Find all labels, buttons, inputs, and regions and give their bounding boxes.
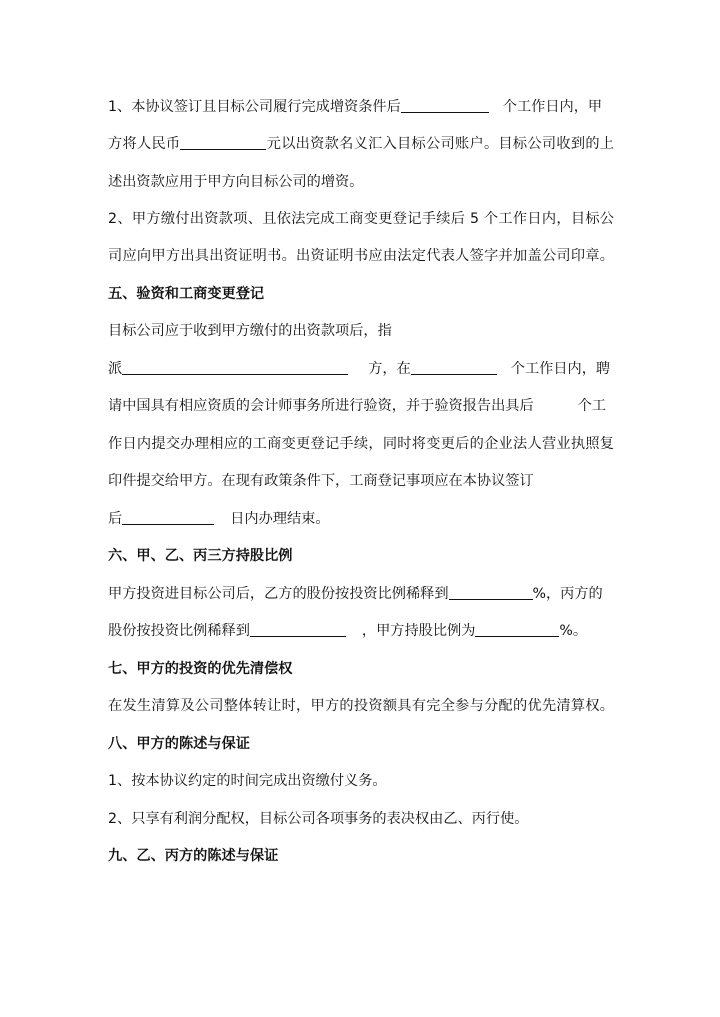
section-5-line-6 — [108, 509, 614, 529]
text: ，甲方持股比例为 — [361, 623, 476, 639]
text: 后 — [108, 511, 123, 527]
text: 个工作日内，甲 — [502, 99, 603, 115]
section-6-line-1 — [108, 584, 614, 604]
text: %。 — [559, 623, 588, 639]
clause-4-2-line-2: 司应向甲方出具出资证明书。出资证明书应由法定代表人签字并加盖公司印章。 — [108, 248, 614, 264]
text: 元以出资款名义汇入目标公司账户。目标公司收到的上 — [266, 136, 614, 152]
section-5-line-4: 作日内提交办理相应的工商变更登记手续，同时将变更后的企业法人营业执照复 — [108, 436, 614, 452]
text: %，丙方的 — [532, 586, 603, 602]
section-5-line-5: 印件提交给甲方。在现有政策条件下，工商登记事项应在本协议签订 — [108, 473, 534, 489]
blank-field — [250, 622, 346, 637]
section-heading-6: 六、甲、乙、丙三方持股比例 — [108, 548, 293, 564]
text: 方，在 — [368, 361, 411, 377]
text: 日内办理结束。 — [230, 511, 330, 527]
clause-4-1-line-1 — [108, 97, 614, 117]
blank-field — [122, 510, 214, 525]
text: 派 — [108, 361, 123, 377]
section-heading-8: 八、甲方的陈述与保证 — [108, 736, 250, 752]
section-7-line-1: 在发生清算及公司整体转让时，甲方的投资额具有完全参与分配的优先清算权。 — [108, 698, 614, 714]
section-8-line-2: 2、只享有利润分配权，目标公司各项事务的表决权由乙、丙行使。 — [108, 811, 529, 827]
section-5-line-3 — [108, 396, 614, 416]
text: 请中国具有相应资质的会计师事务所进行验资，并于验资报告出具后 — [108, 398, 534, 414]
section-5-line-1: 目标公司应于收到甲方缴付的出资款项后，指 — [108, 323, 392, 339]
blank-field — [411, 360, 497, 375]
clause-4-1-line-3: 述出资款应用于甲方向目标公司的增资。 — [108, 174, 364, 190]
clause-4-1-line-2 — [108, 134, 614, 154]
text: 1、本协议签订且目标公司履行完成增资条件后 — [108, 99, 401, 115]
section-8-line-1: 1、按本协议约定的时间完成出资缴付义务。 — [108, 773, 387, 789]
text: 股份按投资比例稀释到 — [108, 623, 250, 639]
section-heading-7: 七、甲方的投资的优先清偿权 — [108, 661, 293, 677]
text: 个工作日内，聘 — [510, 361, 611, 377]
section-5-line-2 — [108, 359, 614, 379]
blank-field — [180, 135, 266, 150]
blank-field — [122, 360, 348, 375]
blank-field — [401, 98, 489, 113]
section-6-line-2 — [108, 621, 614, 641]
text: 方将人民币 — [108, 136, 181, 152]
clause-4-2-line-1: 2、甲方缴付出资款项、且依法完成工商变更登记手续后 5 个工作日内，目标公 — [108, 211, 614, 227]
section-heading-9: 九、乙、丙方的陈述与保证 — [108, 848, 279, 864]
text: 个工 — [577, 398, 607, 414]
blank-field — [449, 585, 533, 600]
text: 甲方投资进目标公司后，乙方的股份按投资比例稀释到 — [108, 586, 449, 602]
blank-field — [475, 622, 559, 637]
section-heading-5: 五、验资和工商变更登记 — [108, 286, 265, 302]
